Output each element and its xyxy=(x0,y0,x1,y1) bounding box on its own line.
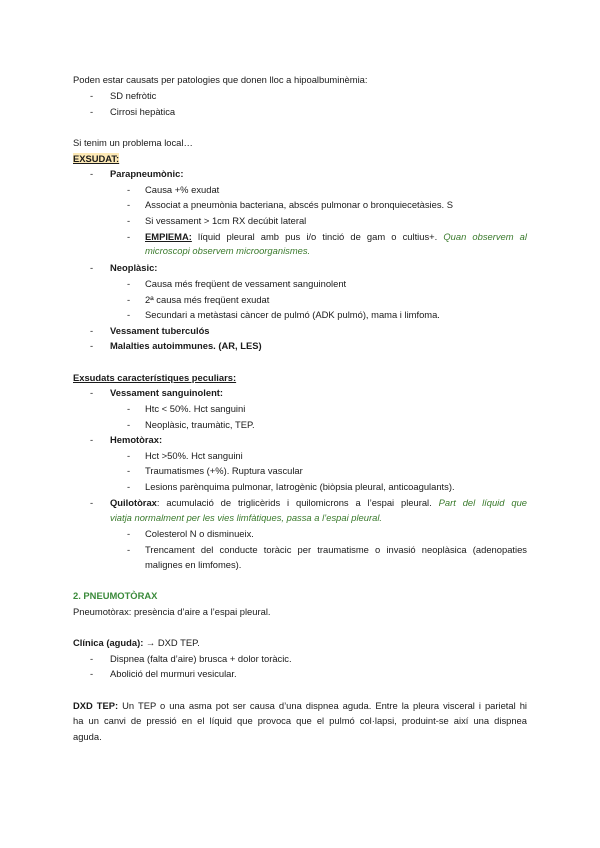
dxd-text-end: aguda. xyxy=(73,731,102,742)
bullet: - xyxy=(127,528,131,539)
autoimmunes-item: Malalties autoimmunes. (AR, LES) xyxy=(110,340,262,351)
bullet: - xyxy=(90,106,94,117)
bullet: - xyxy=(90,434,94,445)
bullet: - xyxy=(90,90,94,101)
dxd-text: Un TEP o una asma pot ser causa d’una dispnea aguda. Entre la pleura visceral i parietal hi xyxy=(118,700,527,711)
quilotorax-item: Trencament del conducte toràcic per traumatisme o invasió neoplàsica (adenopaties xyxy=(145,544,527,555)
bullet: - xyxy=(127,184,131,195)
quilotorax-text: : acumulació de triglicèrids i quilomicrons a l’espai pleural. xyxy=(156,497,439,508)
empiema-note: Quan observem al xyxy=(443,231,527,242)
bullet: - xyxy=(90,653,94,664)
neoplasic-title: Neoplàsic: xyxy=(110,262,158,273)
bullet: - xyxy=(90,168,94,179)
bullet: - xyxy=(127,450,131,461)
bullet: - xyxy=(127,278,131,289)
sanguinolent-item: Htc < 50%. Hct sanguini xyxy=(145,403,246,414)
bullet: - xyxy=(90,262,94,273)
quilotorax-note: Part del líquid que xyxy=(438,497,527,508)
clinica-item: Dispnea (falta d’aire) brusca + dolor toràcic. xyxy=(110,653,292,664)
intro-item: Cirrosi hepàtica xyxy=(110,106,176,117)
neoplasic-item: Secundari a metàstasi càncer de pulmó (ADK pulmó), mama i limfoma. xyxy=(145,309,440,320)
clinica-line xyxy=(73,637,200,649)
empiema-line xyxy=(145,231,527,243)
empiema-label: EMPIEMA: xyxy=(145,231,192,242)
parapneumonic-item: Si vessament > 1cm RX decúbit lateral xyxy=(145,215,307,226)
hemotorax-title: Hemotòrax: xyxy=(110,434,163,445)
sanguinolent-item: Neoplàsic, traumàtic, TEP. xyxy=(145,419,255,430)
dxd-line xyxy=(73,700,527,712)
dxd-label: DXD TEP: xyxy=(73,700,119,711)
empiema-text: líquid pleural amb pus i/o tinció de gam o cultius+. xyxy=(191,231,444,242)
bullet: - xyxy=(127,544,131,555)
section-heading: 2. PNEUMOTÒRAX xyxy=(73,590,158,601)
local-text: Si tenim un problema local… xyxy=(73,137,193,148)
bullet: - xyxy=(90,668,94,679)
peculiars-title: Exsudats característiques peculiars: xyxy=(73,372,237,383)
neoplasic-item: Causa més freqüent de vessament sanguinolent xyxy=(145,278,347,289)
dxd-text-continued: ha un canvi de pressió en el líquid que provoca que el pulmó col·lapsi, produint-se així una dispnea xyxy=(73,715,527,726)
tuberculos-item: Vessament tuberculós xyxy=(110,325,210,336)
clinica-item: Abolició del murmuri vesicular. xyxy=(110,668,237,679)
parapneumonic-item: Associat a pneumònia bacteriana, abscés pulmonar o bronquiecetàsies. S xyxy=(145,199,453,210)
bullet: - xyxy=(90,340,94,351)
neoplasic-item: 2ª causa més freqüent exudat xyxy=(145,294,270,305)
intro-item: SD nefròtic xyxy=(110,90,157,101)
parapneumonic-item: Causa +% exudat xyxy=(145,184,220,195)
bullet: - xyxy=(90,325,94,336)
bullet: - xyxy=(127,465,131,476)
quilotorax-line xyxy=(110,497,527,509)
intro-text: Poden estar causats per patologies que donen lloc a hipoalbuminèmia: xyxy=(73,74,368,85)
parapneumonic-title: Parapneumònic: xyxy=(110,168,184,179)
bullet: - xyxy=(127,481,131,492)
clinica-rest: → DXD TEP. xyxy=(143,637,200,648)
bullet: - xyxy=(127,231,131,242)
bullet: - xyxy=(90,387,94,398)
bullet: - xyxy=(127,309,131,320)
hemotorax-item: Hct >50%. Hct sanguini xyxy=(145,450,243,461)
exsudat-label: EXSUDAT: xyxy=(73,153,120,164)
quilotorax-note-continued: viatja normalment per les vies limfàtiques, passa a l’espai pleural. xyxy=(110,512,383,523)
sanguinolent-title: Vessament sanguinolent: xyxy=(110,387,224,398)
empiema-note-continued: microscopi observem microorganismes. xyxy=(145,245,311,256)
bullet: - xyxy=(127,294,131,305)
clinica-label: Clínica (aguda): xyxy=(73,637,144,648)
bullet: - xyxy=(127,403,131,414)
bullet: - xyxy=(127,199,131,210)
quilotorax-item: Colesterol N o disminueix. xyxy=(145,528,254,539)
bullet: - xyxy=(90,497,94,508)
hemotorax-item: Lesions parènquima pulmonar, Iatrogènic (biòpsia pleural, anticoagulants). xyxy=(145,481,455,492)
bullet: - xyxy=(127,215,131,226)
quilotorax-title: Quilotòrax xyxy=(110,497,157,508)
pneumotorax-definition: Pneumotòrax: presència d’aire a l’espai pleural. xyxy=(73,606,271,617)
quilotorax-item-continued: malignes en limfomes). xyxy=(145,559,242,570)
bullet: - xyxy=(127,419,131,430)
hemotorax-item: Traumatismes (+%). Ruptura vascular xyxy=(145,465,303,476)
